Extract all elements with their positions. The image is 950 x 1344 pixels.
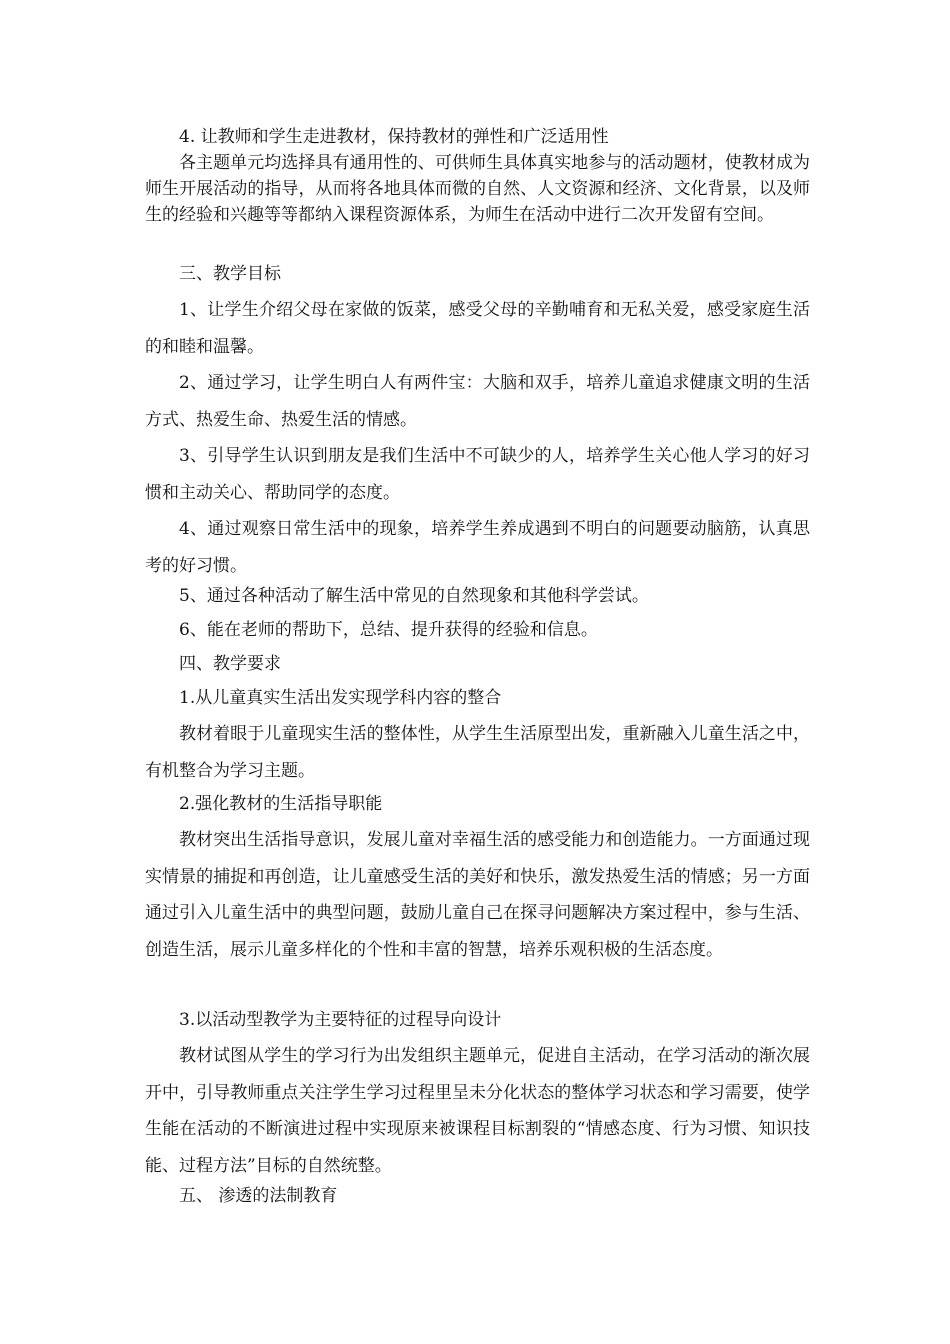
requirement-title-2: 2.强化教材的生活指导职能 <box>179 794 383 814</box>
requirement-text-1: 教材着眼于儿童现实生活的整体性，从学生生活原型出发，重新融入儿童生活之中，有机整合为学习主题。 <box>145 724 810 781</box>
heading-legal-education: 五、 渗透的法制教育 <box>179 1186 338 1206</box>
goal-item-1: 1、让学生介绍父母在家做的饭菜，感受父母的辛勤哺育和无私关爱，感受家庭生活的和睦和温馨。 <box>145 300 810 357</box>
paragraph-textbook-flexibility: 各主题单元均选择具有通用性的、可供师生具体真实地参与的活动题材，使教材成为师生开展活动的指导，从而将各地具体而微的自然、人文资源和经济、文化背景，以及师生的经验和兴趣等等都纳入课程资源体系，为师生在活动中进行二次开发留有空间。 <box>145 153 810 225</box>
goal-item-6: 6、能在老师的帮助下，总结、提升获得的经验和信息。 <box>179 620 598 640</box>
goal-item-3: 3、引导学生认识到朋友是我们生活中不可缺少的人，培养学生关心他人学习的好习惯和主动关心、帮助同学的态度。 <box>145 446 810 503</box>
heading-textbook-flexibility: 4. 让教师和学生走进教材，保持教材的弹性和广泛适用性 <box>179 127 609 147</box>
requirement-text-3: 教材试图从学生的学习行为出发组织主题单元，促进自主活动，在学习活动的渐次展开中，引导教师重点关注学生学习过程里呈未分化状态的整体学习状态和学习需要，使学生能在活动的不断演进过程中实现原来被课程目标割裂的“情感态度、行为习惯、知识技能、过程方法”目标的自然统整。 <box>145 1046 810 1176</box>
requirement-text-2: 教材突出生活指导意识，发展儿童对幸福生活的感受能力和创造能力。一方面通过现实情景的捕捉和再创造，让儿童感受生活的美好和快乐，激发热爱生活的情感；另一方面通过引入儿童生活中的典型问题，鼓励儿童自己在探寻问题解决方案过程中，参与生活、创造生活，展示儿童多样化的个性和丰富的智慧，培养乐观积极的生活态度。 <box>145 830 810 960</box>
requirement-title-3: 3.以活动型教学为主要特征的过程导向设计 <box>179 1010 502 1030</box>
requirement-title-1: 1.从儿童真实生活出发实现学科内容的整合 <box>179 688 502 708</box>
goal-item-5: 5、通过各种活动了解生活中常见的自然现象和其他科学尝试。 <box>179 586 649 606</box>
goal-item-2: 2、通过学习，让学生明白人有两件宝：大脑和双手，培养儿童追求健康文明的生活方式、热爱生命、热爱生活的情感。 <box>145 373 810 430</box>
goal-item-4: 4、通过观察日常生活中的现象，培养学生养成遇到不明白的问题要动脑筋，认真思考的好习惯。 <box>145 519 810 576</box>
heading-teaching-goals: 三、教学目标 <box>179 264 281 284</box>
heading-teaching-requirements: 四、教学要求 <box>179 654 281 674</box>
